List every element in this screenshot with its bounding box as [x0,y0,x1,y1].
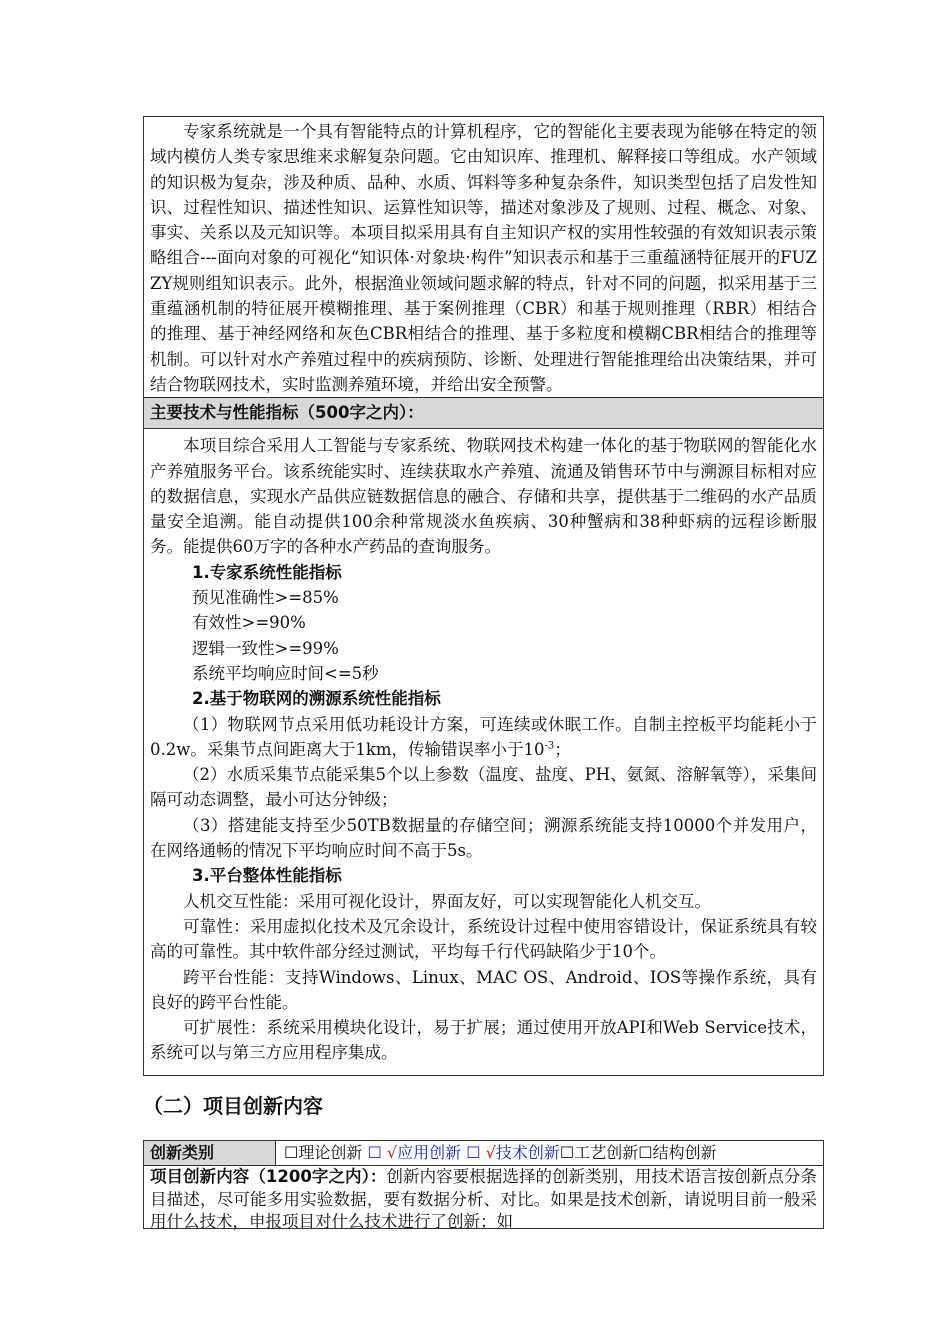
innovation-content-row [144,1166,823,1234]
checkmark-icon: √ [386,1143,398,1162]
section2-title: 2.基于物联网的溯源系统性能指标 [192,689,441,709]
section1-item: 系统平均响应时间<=5秒 [192,663,379,683]
section2-p1: （1）物联网节点采用低功耗设计方案，可连续或休眠工作。自制主控板平均能耗小于0.2w。采集节点间距离大于1km，传输错误率小于$10^{-3}$； [150,714,817,759]
content-label: 项目创新内容（1200字之内）： [150,1167,387,1186]
option-structure[interactable]: ☐结构创新 [638,1143,717,1162]
tech-header: 主要技术与性能指标（500字之内）： [144,397,823,429]
tech-table [143,116,824,1076]
category-options [276,1141,823,1165]
checkmark-icon: √ [485,1143,496,1162]
option-process[interactable]: ☐工艺创新 [559,1143,639,1162]
section3-p3: 跨平台性能：支持Windows、Linux、MAC OS、Android、IOS等操作系统，具有良好的跨平台性能。 [150,967,817,1012]
section1-title: 1.专家系统性能指标 [192,562,342,582]
section3-p2: 可靠性：采用虚拟化技术及冗余设计，系统设计过程中使用容错设计，保证系统具有较高的可靠性。其中软件部分经过测试，平均每千行代码缺陷少于10个。 [150,916,817,962]
checkbox-icon[interactable]: ☐ [367,1143,382,1162]
section1-item: 有效性>=90% [192,613,306,633]
section3-title: 3.平台整体性能指标 [192,866,342,886]
innovation-category-row [144,1141,823,1166]
content-text: 创新内容要根据选择的创新类别，用技术语言按创新点分条目描述，尽可能多用实验数据，要有数据分析、对比。如果是技术创新，请说明目前一般采用什么技术，申报项目对什么技术进行了创新；如 [150,1167,817,1231]
innovation-table [143,1140,824,1229]
section3-p4: 可扩展性：系统采用模块化设计，易于扩展；通过使用开放API和Web Service技术，系统可以与第三方应用程序集成。 [150,1018,817,1063]
section1-item: 预见准确性>=85% [192,588,339,608]
category-label: 创新类别 [144,1141,276,1165]
option-technology[interactable]: ☐ √技术创新 [466,1143,560,1162]
checkbox-icon[interactable]: ☐ [638,1143,653,1162]
innovation-section-title: （二）项目创新内容 [143,1094,323,1118]
tech-intro: 本项目综合采用人工智能与专家系统、物联网技术构建一体化的基于物联网的智能化水产养殖服务平台。该系统能实时、连续获取水产养殖、流通及销售环节中与溯源目标相对应的数据信息，实现水产品供应链数据信息的融合、存储和共享，提供基于二维码的水产品质量安全追溯。能自动提供100余种常规淡水鱼疾病、30种蟹病和38种虾病的远程诊断服务。能提供60万字的各种水产药品的查询服务。 [150,436,817,557]
option-theory[interactable]: ☐理论创新 [284,1143,363,1162]
intro-paragraph: 专家系统就是一个具有智能特点的计算机程序，它的智能化主要表现为能够在特定的领域内模仿人类专家思维来求解复杂问题。它由知识库、推理机、解释接口等组成。水产领域的知识极为复杂，涉及种质、品种、水质、饵料等多种复杂条件，知识类型包括了启发性知识、过程性知识、描述性知识、运算性知识等，描述对象涉及了规则、过程、概念、对象、事实、关系以及元知识等。本项目拟采用具有自主知识产权的实用性较强的有效知识表示策略组合---面向对象的可视化“知识体·对象块·构件”知识表示和基于三重蕴涵特征展开的FUZZY规则组知识表示。此外，根据渔业领域问题求解的特点，针对不同的问题，拟采用基于三重蕴涵机制的特征展开模糊推理、基于案例推理（CBR）和基于规则推理（RBR）相结合的推理、基于神经网络和灰色CBR相结合的推理、基于多粒度和模糊CBR相结合的推理等机制。可以针对水产养殖过程中的疾病预防、诊断、处理进行智能推理给出决策结果，并可结合物联网技术，实时监测养殖环境，并给出安全预警。 [150,122,817,394]
section3-p1: 人机交互性能：采用可视化设计，界面友好，可以实现智能化人机交互。 [183,891,711,911]
checkbox-icon[interactable]: ☐ [466,1143,481,1162]
checkbox-icon[interactable]: ☐ [284,1143,299,1162]
checkbox-icon[interactable]: ☐ [559,1143,575,1162]
section2-p2: （2）水质采集节点能采集5个以上参数（温度、盐度、PH、氨氮、溶解氧等），采集间隔可动态调整，最小可达分钟级； [150,765,817,810]
section1-item: 逻辑一致性>=99% [192,638,339,658]
option-application[interactable]: ☐ √应用创新 [367,1143,462,1162]
section2-p3: （3）搭建能支持至少50TB数据量的存储空间；溯源系统能支持10000个并发用户，在网络通畅的情况下平均响应时间不高于5s。 [150,815,817,861]
